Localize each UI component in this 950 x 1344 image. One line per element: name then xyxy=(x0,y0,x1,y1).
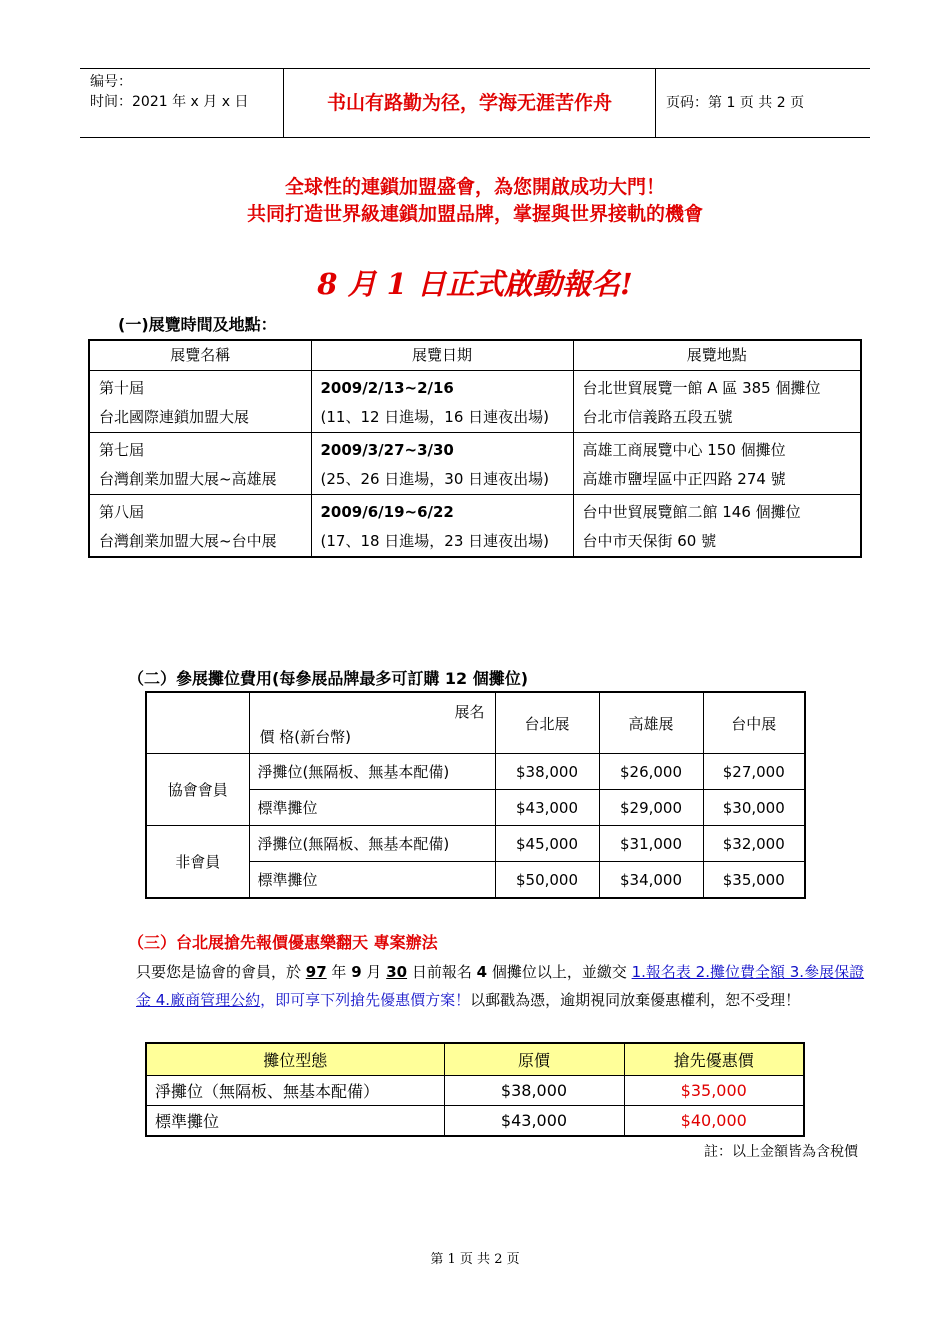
price-cell: $35,000 xyxy=(703,862,805,899)
table-row xyxy=(146,1076,804,1106)
header-page-label: 页码：第 1 页 共 2 页 xyxy=(666,95,805,111)
time-label: 时间：2021 年 x 月 x 日 xyxy=(90,94,249,110)
registration-headline: 8 月 1 日正式啟動報名! xyxy=(317,267,633,301)
price-cell: $34,000 xyxy=(599,862,703,899)
date-range: 2009/6/19~6/22 xyxy=(320,503,454,521)
date-range: 2009/3/27~3/30 xyxy=(320,441,454,459)
column-header: 攤位型態 xyxy=(146,1043,444,1076)
required-documents-link[interactable]: 1.報名表 2.攤位費全額 3.參展保證金 4.廠商管理公約 xyxy=(136,963,865,1009)
header-meta xyxy=(80,69,283,137)
column-header: 原價 xyxy=(444,1043,624,1076)
booth-fee-table xyxy=(145,691,806,899)
section1-title: (一)展覽時間及地點： xyxy=(118,315,277,334)
booth-type: 標準攤位 xyxy=(249,862,495,899)
booth-type: 淨攤位(無隔板、無基本配備) xyxy=(249,826,495,862)
corner-exhibition-label: 展名 xyxy=(454,703,485,721)
price-cell: $27,000 xyxy=(703,754,805,790)
exhibition-name: 台灣創業加盟大展~高雄展 xyxy=(99,470,277,488)
promotion-paragraph xyxy=(136,958,866,1014)
promo-price: $35,000 xyxy=(624,1076,804,1106)
column-header: 搶先優惠價 xyxy=(624,1043,804,1076)
number-label: 编号： xyxy=(90,74,132,90)
booth-type: 標準攤位 xyxy=(249,790,495,826)
booth-type: 標準攤位 xyxy=(146,1106,444,1137)
table-header-row xyxy=(146,1043,804,1076)
price-cell: $43,000 xyxy=(495,790,599,826)
booth-type: 淨攤位(無隔板、無基本配備) xyxy=(249,754,495,790)
table-row xyxy=(146,1106,804,1137)
exhibition-schedule-table xyxy=(88,339,862,558)
column-header: 高雄展 xyxy=(599,692,703,754)
venue: 台中世貿展覽館二館 146 個攤位 xyxy=(582,503,801,521)
edition: 第七屆 xyxy=(99,441,145,459)
text-run: 月 xyxy=(361,963,387,981)
corner-header-cell xyxy=(249,692,495,754)
exhibition-name: 台灣創業加盟大展~台中展 xyxy=(99,532,277,550)
exhibition-location-cell xyxy=(573,433,861,495)
text-run: 日前報名 xyxy=(407,963,477,981)
original-price: $43,000 xyxy=(444,1106,624,1137)
address: 高雄市鹽埕區中正四路 274 號 xyxy=(582,470,786,488)
date-range: 2009/2/13~2/16 xyxy=(320,379,454,397)
price-cell: $50,000 xyxy=(495,862,599,899)
exhibition-name-cell xyxy=(89,495,311,558)
page-footer: 第 1 页 共 2 页 xyxy=(430,1252,520,1267)
price-cell: $45,000 xyxy=(495,826,599,862)
venue: 台北世貿展覽一館 A 區 385 個攤位 xyxy=(582,379,821,397)
exhibition-name-cell xyxy=(89,371,311,433)
exhibition-date-cell xyxy=(311,495,573,558)
address: 台中市天保街 60 號 xyxy=(582,532,717,550)
venue: 高雄工商展覽中心 150 個攤位 xyxy=(582,441,786,459)
price-cell: $26,000 xyxy=(599,754,703,790)
text-run: 個攤位以上，並繳交 xyxy=(487,963,632,981)
exhibition-location-cell xyxy=(573,495,861,558)
exhibition-name: 台北國際連鎖加盟大展 xyxy=(99,408,250,426)
table-row xyxy=(146,826,805,862)
booth-type: 淨攤位（無隔板、無基本配備） xyxy=(146,1076,444,1106)
address: 台北市信義路五段五號 xyxy=(582,408,733,426)
column-header: 展覽日期 xyxy=(311,340,573,371)
blank-cell xyxy=(146,692,249,754)
document-header xyxy=(80,68,870,138)
exhibition-date-cell xyxy=(311,433,573,495)
section2-title: （二）參展攤位費用(每參展品牌最多可訂購 12 個攤位) xyxy=(128,669,529,688)
group-label: 非會員 xyxy=(146,826,249,899)
year-value: 97 xyxy=(305,963,327,981)
date-note: (11、12 日進場，16 日連夜出場) xyxy=(320,408,550,426)
section3-title: （三）台北展搶先報價優惠樂翻天 專案辦法 xyxy=(128,933,438,952)
exhibition-date-cell xyxy=(311,371,573,433)
text-run: 只要您是協會的會員，於 xyxy=(136,963,306,981)
price-cell: $32,000 xyxy=(703,826,805,862)
table-row xyxy=(146,754,805,790)
column-header: 展覽地點 xyxy=(573,340,861,371)
edition: 第十屆 xyxy=(99,379,145,397)
price-cell: $31,000 xyxy=(599,826,703,862)
header-motto: 书山有路勤为径，学海无涯苦作舟 xyxy=(283,69,656,137)
day-value: 30 xyxy=(386,963,408,981)
price-cell: $38,000 xyxy=(495,754,599,790)
table-row xyxy=(89,495,861,558)
promo-price-table xyxy=(145,1042,805,1137)
table-header-row xyxy=(146,692,805,754)
tax-note: 註：以上金額皆為含稅價 xyxy=(704,1144,858,1160)
exhibition-name-cell xyxy=(89,433,311,495)
headline-line-1: 全球性的連鎖加盟盛會，為您開啟成功大門！ xyxy=(284,176,665,198)
headline-line-2: 共同打造世界級連鎖加盟品牌，掌握與世界接軌的機會 xyxy=(246,203,703,225)
column-header: 展覽名稱 xyxy=(89,340,311,371)
edition: 第八屆 xyxy=(99,503,145,521)
corner-price-label: 價 格(新台幣) xyxy=(259,728,351,746)
price-cell: $29,000 xyxy=(599,790,703,826)
column-header: 台北展 xyxy=(495,692,599,754)
table-row xyxy=(89,371,861,433)
exhibition-location-cell xyxy=(573,371,861,433)
group-label: 協會會員 xyxy=(146,754,249,826)
column-header: 台中展 xyxy=(703,692,805,754)
offer-text: ，即可享下列搶先優惠價方案！ xyxy=(260,991,471,1009)
text-run: 以郵戳為憑，逾期視同放棄優惠權利，恕不受理！ xyxy=(470,991,801,1009)
date-note: (25、26 日進場，30 日連夜出場) xyxy=(320,470,550,488)
date-note: (17、18 日進場，23 日連夜出場) xyxy=(320,532,550,550)
booth-count: 4 xyxy=(476,963,488,981)
original-price: $38,000 xyxy=(444,1076,624,1106)
price-cell: $30,000 xyxy=(703,790,805,826)
month-value: 9 xyxy=(351,963,362,981)
table-header-row xyxy=(89,340,861,371)
text-run: 年 xyxy=(326,963,352,981)
promo-price: $40,000 xyxy=(624,1106,804,1137)
table-row xyxy=(89,433,861,495)
